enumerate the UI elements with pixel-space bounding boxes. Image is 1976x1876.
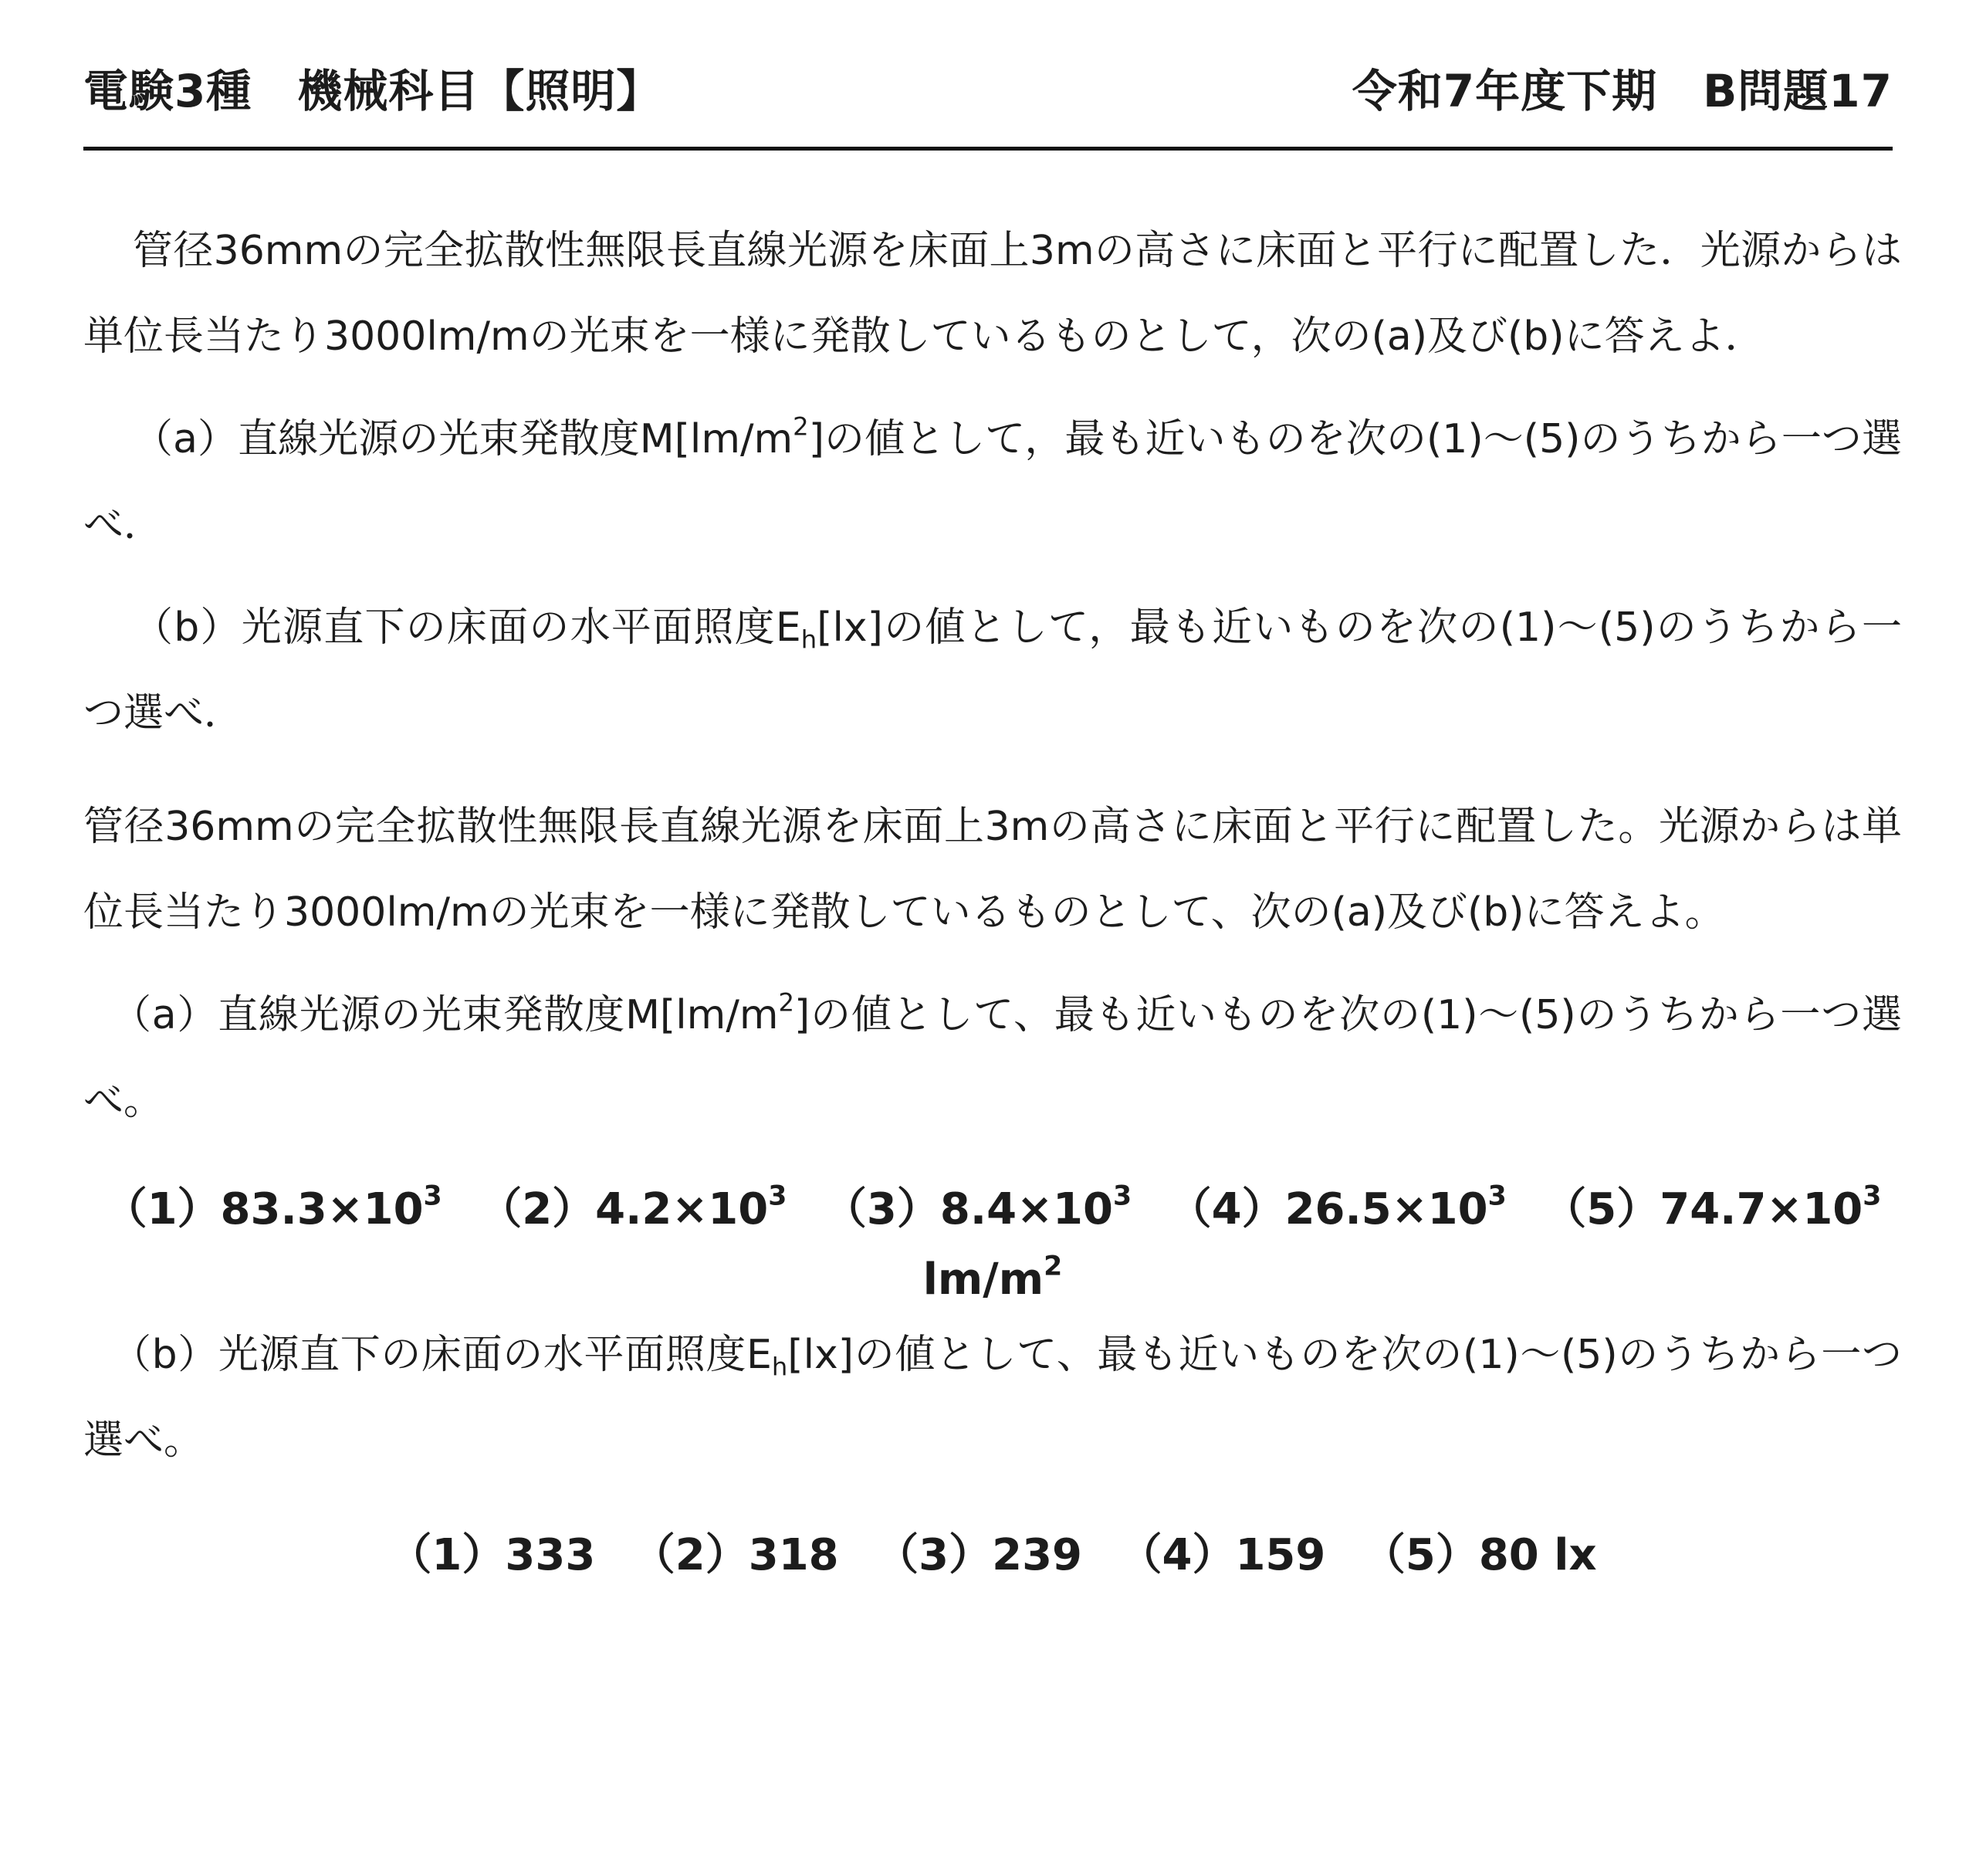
choices-a	[83, 1172, 1902, 1248]
choice-label: （3）8.4×10	[823, 1184, 1113, 1234]
original-question-b-text-tail: [lx]の値として，最も近いものを次の(1)～(5)のうちから一つ選べ．	[83, 604, 1902, 737]
choice-a-1	[104, 1172, 442, 1248]
choice-label: （2）4.2×10	[479, 1184, 769, 1234]
choice-label: （5）74.7×10	[1543, 1184, 1863, 1234]
original-question-a-text: （a）直線光源の光束発散度M[lm/m	[133, 416, 793, 462]
choice-a-2	[479, 1172, 787, 1248]
restated-question-a	[83, 973, 1902, 1144]
subscript: h	[800, 625, 817, 655]
unit-text: lm/m	[922, 1255, 1044, 1305]
subscript: h	[771, 1352, 788, 1382]
restated-question-a-text: （a）直線光源の光束発散度M[lm/m	[111, 992, 779, 1038]
original-question-a	[83, 397, 1902, 568]
original-question-b-text: （b）光源直下の床面の水平面照度E	[133, 604, 801, 651]
original-question-a-text-tail: ]の値として，最も近いものを次の(1)～(5)のうちから一つ選べ．	[83, 416, 1902, 548]
choice-b-2: （2）318	[631, 1530, 839, 1580]
choice-b-1: （1）333	[388, 1530, 596, 1580]
choices-a-unit	[83, 1248, 1902, 1312]
choice-b-4: （4）159	[1118, 1530, 1326, 1580]
restated-question-b	[83, 1312, 1902, 1484]
content	[83, 208, 1902, 1593]
choice-a-4	[1169, 1172, 1507, 1248]
exponent: 3	[423, 1180, 442, 1212]
superscript: 2	[793, 411, 809, 442]
superscript: 2	[1044, 1251, 1063, 1282]
exponent: 3	[768, 1180, 787, 1212]
restated-intro: 管径36mmの完全拡散性無限長直線光源を床面上3mの高さに床面と平行に配置した。光源からは単位長当たり3000lm/mの光束を一様に発散しているものとして、次の(a)及び(b)に答えよ。	[83, 804, 1902, 936]
restated-question-b-text: （b）光源直下の床面の水平面照度E	[111, 1332, 772, 1378]
choice-a-5	[1543, 1172, 1881, 1248]
choice-label: （4）26.5×10	[1168, 1184, 1488, 1234]
exponent: 3	[1863, 1180, 1882, 1212]
choice-label: （1）83.3×10	[103, 1184, 424, 1234]
choices-b	[83, 1518, 1902, 1593]
original-intro: 管径36mmの完全拡散性無限長直線光源を床面上3mの高さに床面と平行に配置した．光源からは単位長当たり3000lm/mの光束を一様に発散しているものとして，次の(a)及び(b)に答えよ．	[83, 228, 1902, 360]
choice-b-5: （5）80 lx	[1362, 1530, 1597, 1580]
header-subject: 電験3種 機械科目【照明】	[83, 65, 662, 117]
page-header	[83, 60, 1893, 151]
choice-a-3	[824, 1172, 1132, 1248]
exponent: 3	[1112, 1180, 1132, 1212]
restated-question-b-text-tail: [lx]の値として、最も近いものを次の(1)～(5)のうちから一つ選べ。	[83, 1332, 1902, 1464]
choice-b-3: （3）239	[875, 1530, 1082, 1580]
exponent: 3	[1487, 1180, 1507, 1212]
superscript: 2	[778, 987, 795, 1018]
restated-question-a-text-tail: ]の値として、最も近いものを次の(1)～(5)のうちから一つ選べ。	[83, 992, 1902, 1124]
header-exam-id: 令和7年度下期 B問題17	[1352, 65, 1893, 117]
original-question-b	[83, 585, 1902, 757]
